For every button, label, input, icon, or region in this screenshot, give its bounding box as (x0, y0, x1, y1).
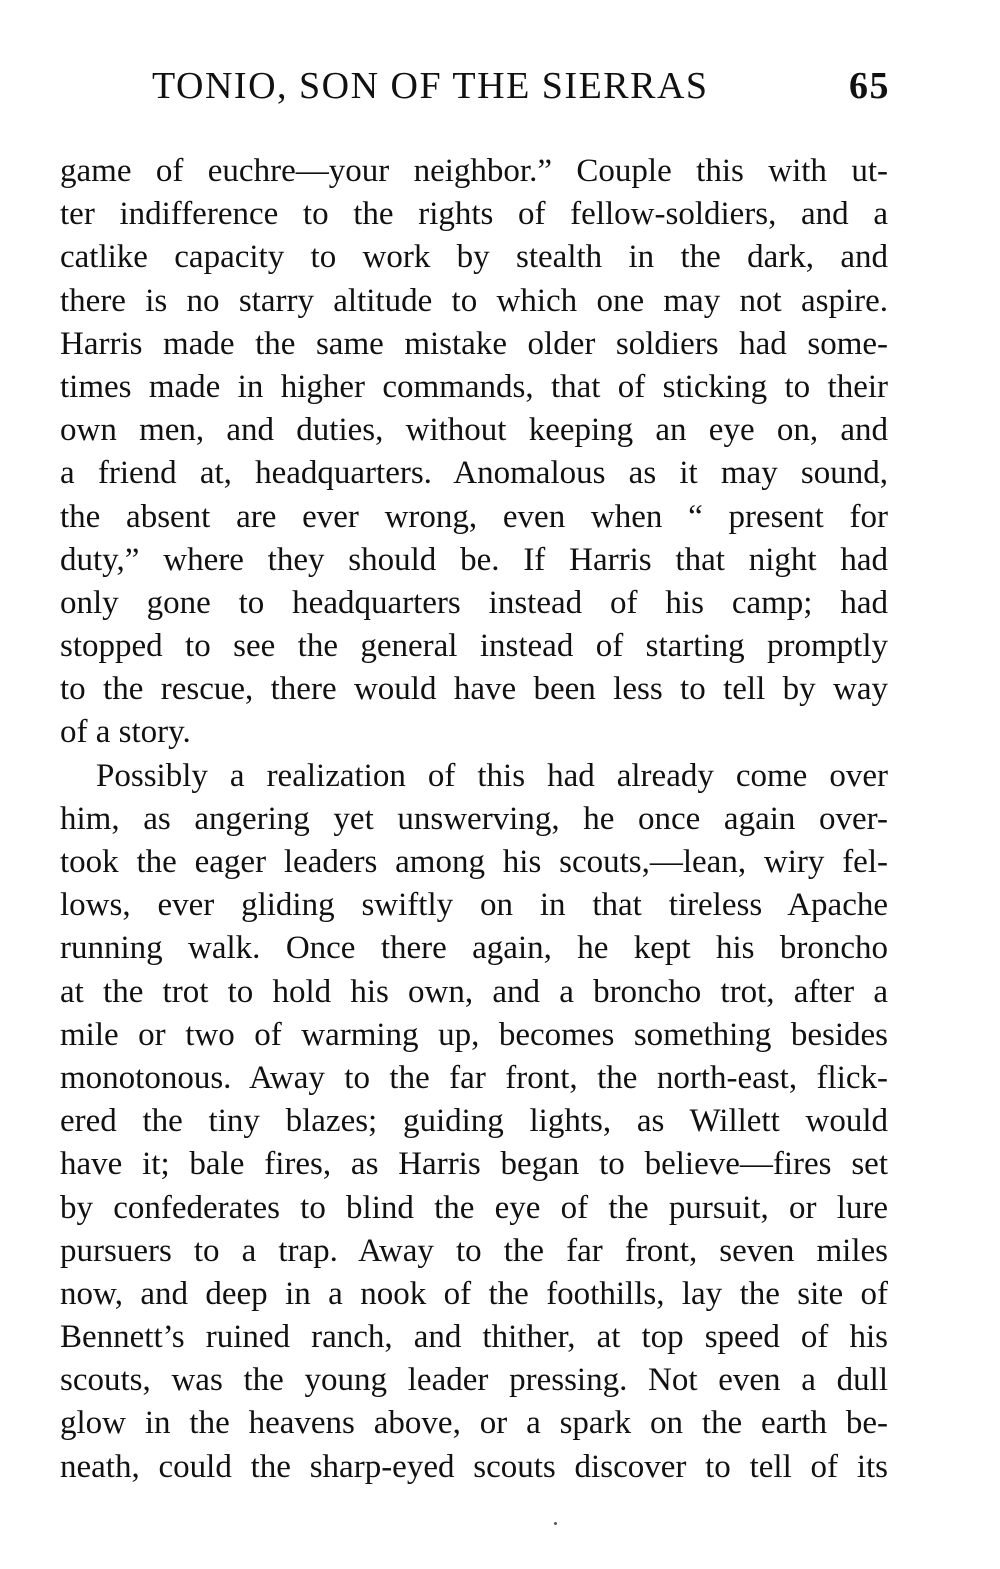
text-line: times made in higher commands, that of sticking to their (60, 368, 888, 405)
running-head (152, 64, 890, 116)
text-line: took the eager leaders among his scouts,—lean, wiry fel- (60, 844, 888, 880)
text-line: a friend at, headquarters. Anomalous as it may sound, (60, 455, 888, 492)
text-line: monotonous. Away to the far front, the north-east, flick- (60, 1059, 888, 1096)
text-line: lows, ever gliding swiftly on in that tireless Apache (60, 887, 888, 924)
text-line: to the rescue, there would have been less to tell by way (60, 671, 888, 708)
running-title: TONIO, SON OF THE SIERRAS (152, 65, 709, 107)
text-line: mile or two of warming up, becomes something besides (60, 1016, 888, 1053)
text-line: duty,” where they should be. If Harris that night had (60, 541, 888, 578)
text-line: him, as angering yet unswerving, he once again over- (60, 800, 888, 837)
text-line: own men, and duties, without keeping an eye on, and (60, 412, 888, 449)
body-text (60, 150, 888, 1489)
text-line: the absent are ever wrong, even when “ present for (60, 498, 888, 535)
text-line: have it; bale fires, as Harris began to believe—fires set (60, 1146, 888, 1183)
text-line: catlike capacity to work by stealth in the dark, and (60, 239, 888, 276)
page-number: 65 (849, 65, 890, 107)
text-line: Possibly a realization of this had already come over (96, 757, 888, 794)
text-line: ter indifference to the rights of fellow-soldiers, and a (60, 196, 888, 233)
text-line: ered the tiny blazes; guiding lights, as Willett would (60, 1103, 888, 1140)
text-line: only gone to headquarters instead of his camp; had (60, 584, 888, 621)
text-line: of a story. (60, 714, 191, 751)
text-line: running walk. Once there again, he kept his broncho (60, 930, 888, 967)
text-line: Harris made the same mistake older soldiers had some- (60, 325, 888, 362)
text-line: stopped to see the general instead of starting promptly (60, 628, 888, 665)
text-line: scouts, was the young leader pressing. Not even a dull (60, 1362, 888, 1399)
print-speck (554, 1522, 557, 1525)
paragraph-2 (60, 755, 888, 1489)
text-line: at the trot to hold his own, and a broncho trot, after a (60, 973, 888, 1010)
text-line: there is no starry altitude to which one may not aspire. (60, 282, 888, 319)
text-line: game of euchre—your neighbor.” Couple this with ut- (60, 153, 888, 189)
text-line: neath, could the sharp-eyed scouts discover to tell of its (60, 1448, 888, 1485)
paragraph-1 (60, 150, 888, 755)
text-line: now, and deep in a nook of the foothills, lay the site of (60, 1275, 888, 1312)
text-line: pursuers to a trap. Away to the far front, seven miles (60, 1232, 888, 1269)
text-line: glow in the heavens above, or a spark on the earth be- (60, 1405, 888, 1442)
text-line: by confederates to blind the eye of the pursuit, or lure (60, 1189, 888, 1226)
text-line: Bennett’s ruined ranch, and thither, at top speed of his (60, 1319, 888, 1356)
